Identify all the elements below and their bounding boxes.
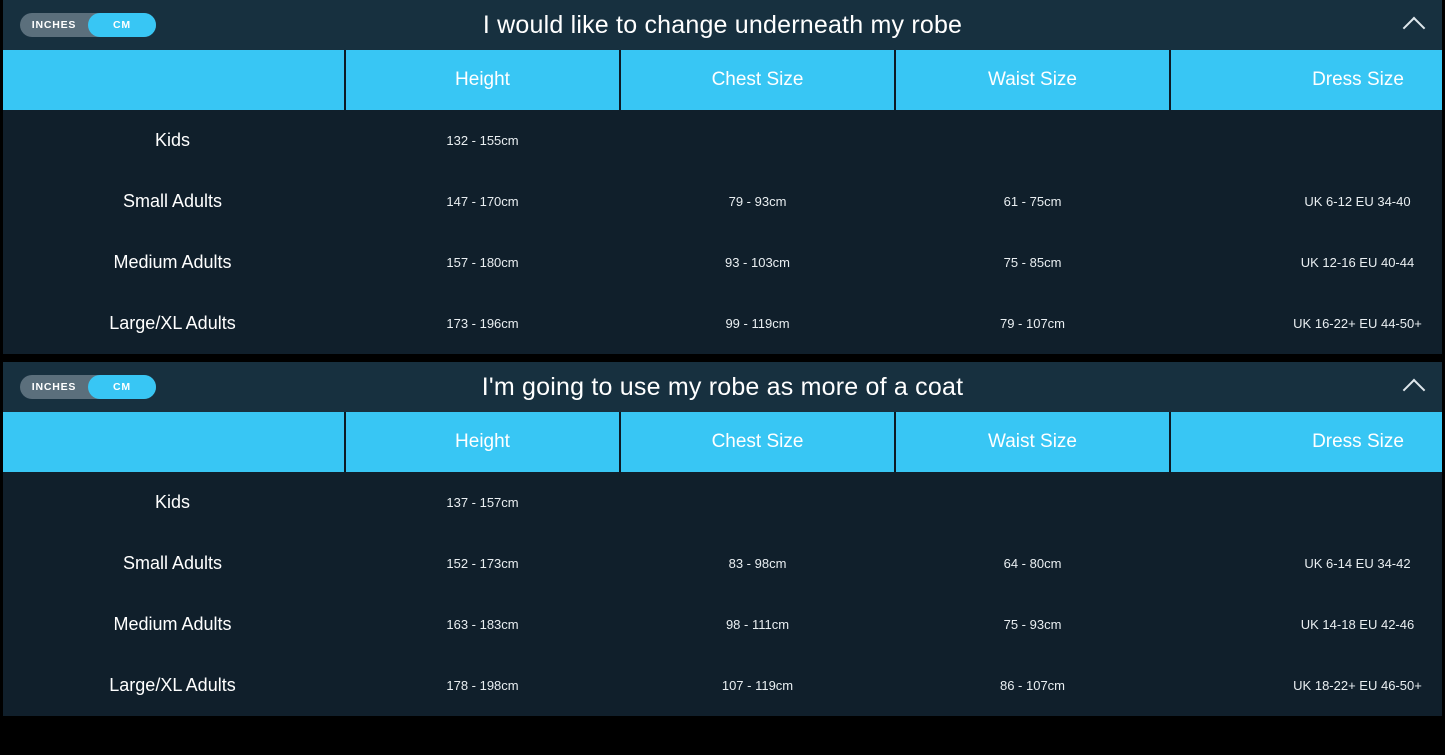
cell-dress: UK 6-14 EU 34-42 bbox=[1304, 556, 1411, 571]
column-header-dress: Dress Size bbox=[1170, 412, 1445, 472]
cell-height: 173 - 196cm bbox=[446, 316, 519, 331]
cell-chest: 99 - 119cm bbox=[725, 316, 790, 331]
cell-height: 163 - 183cm bbox=[446, 617, 519, 632]
cell-waist: 86 - 107cm bbox=[999, 678, 1066, 693]
column-header-dress: Dress Size bbox=[1170, 50, 1445, 110]
column-header-waist: Waist Size bbox=[895, 412, 1170, 472]
column-header-height: Height bbox=[345, 50, 620, 110]
size-table bbox=[0, 412, 1445, 716]
cell-waist: 75 - 85cm bbox=[1003, 255, 1062, 270]
column-header-blank bbox=[0, 50, 345, 110]
unit-option-cm[interactable]: CM bbox=[113, 19, 131, 31]
unit-option-inches[interactable]: INCHES bbox=[31, 381, 77, 393]
cell-chest: 83 - 98cm bbox=[728, 556, 787, 571]
size-table bbox=[0, 50, 1445, 354]
table-head bbox=[0, 50, 1445, 110]
panel-header[interactable] bbox=[0, 0, 1445, 50]
unit-option-inches[interactable]: INCHES bbox=[31, 19, 77, 31]
row-label: Small Adults bbox=[122, 191, 223, 211]
row-label: Kids bbox=[154, 492, 190, 512]
cell-dress: UK 6-12 EU 34-40 bbox=[1304, 194, 1411, 209]
cell-chest: 93 - 103cm bbox=[724, 255, 791, 270]
table-row bbox=[0, 533, 1445, 594]
table-row bbox=[0, 110, 1445, 171]
table-body bbox=[0, 472, 1445, 716]
cell-waist bbox=[895, 472, 1170, 533]
chevron-up-glyph bbox=[1403, 378, 1426, 401]
cell-chest: 98 - 111cm bbox=[725, 617, 790, 632]
column-header-chest: Chest Size bbox=[620, 50, 895, 110]
table-row bbox=[0, 594, 1445, 655]
column-header-blank bbox=[0, 412, 345, 472]
panel-header[interactable] bbox=[0, 362, 1445, 412]
table-row bbox=[0, 171, 1445, 232]
row-label: Small Adults bbox=[122, 553, 223, 573]
cell-waist: 61 - 75cm bbox=[1003, 194, 1062, 209]
table-row bbox=[0, 472, 1445, 533]
row-label: Medium Adults bbox=[113, 614, 232, 634]
cell-height: 147 - 170cm bbox=[446, 194, 519, 209]
cell-waist bbox=[895, 110, 1170, 171]
cell-chest bbox=[620, 472, 895, 533]
cell-chest: 79 - 93cm bbox=[728, 194, 787, 209]
panel-title: I would like to change underneath my robe bbox=[482, 10, 963, 39]
column-header-waist: Waist Size bbox=[895, 50, 1170, 110]
cell-chest: 107 - 119cm bbox=[721, 678, 794, 693]
cell-dress: UK 18-22+ EU 46-50+ bbox=[1293, 678, 1422, 693]
cell-waist: 64 - 80cm bbox=[1003, 556, 1062, 571]
cell-waist: 79 - 107cm bbox=[999, 316, 1066, 331]
table-head bbox=[0, 412, 1445, 472]
row-label: Kids bbox=[154, 130, 190, 150]
row-label: Large/XL Adults bbox=[109, 675, 236, 695]
row-label: Large/XL Adults bbox=[109, 313, 236, 333]
chevron-up-icon[interactable] bbox=[1401, 14, 1427, 36]
cell-dress bbox=[1170, 472, 1445, 533]
panel-title: I'm going to use my robe as more of a coat bbox=[481, 372, 964, 401]
size-panel-robe-as-coat bbox=[0, 362, 1445, 716]
row-label: Medium Adults bbox=[113, 252, 232, 272]
cell-height: 137 - 157cm bbox=[446, 495, 519, 510]
cell-height: 178 - 198cm bbox=[446, 678, 519, 693]
cell-dress: UK 14-18 EU 42-46 bbox=[1300, 617, 1415, 632]
section-divider bbox=[0, 354, 1445, 362]
cell-waist: 75 - 93cm bbox=[1003, 617, 1062, 632]
table-row bbox=[0, 232, 1445, 293]
unit-option-cm[interactable]: CM bbox=[113, 381, 131, 393]
column-header-chest: Chest Size bbox=[620, 412, 895, 472]
table-header-row bbox=[0, 50, 1445, 110]
cell-dress: UK 16-22+ EU 44-50+ bbox=[1293, 316, 1422, 331]
cell-dress bbox=[1170, 110, 1445, 171]
table-header-row bbox=[0, 412, 1445, 472]
chevron-up-icon[interactable] bbox=[1401, 376, 1427, 398]
cell-height: 157 - 180cm bbox=[446, 255, 519, 270]
table-row bbox=[0, 655, 1445, 716]
cell-chest bbox=[620, 110, 895, 171]
chevron-up-glyph bbox=[1403, 16, 1426, 39]
table-body bbox=[0, 110, 1445, 354]
page-left-rail bbox=[0, 0, 3, 755]
column-header-height: Height bbox=[345, 412, 620, 472]
cell-height: 132 - 155cm bbox=[446, 133, 519, 148]
size-panel-underneath-robe bbox=[0, 0, 1445, 354]
unit-toggle-inches-cm[interactable] bbox=[20, 375, 156, 399]
unit-toggle-inches-cm[interactable] bbox=[20, 13, 156, 37]
table-row bbox=[0, 293, 1445, 354]
cell-dress: UK 12-16 EU 40-44 bbox=[1300, 255, 1415, 270]
cell-height: 152 - 173cm bbox=[446, 556, 519, 571]
